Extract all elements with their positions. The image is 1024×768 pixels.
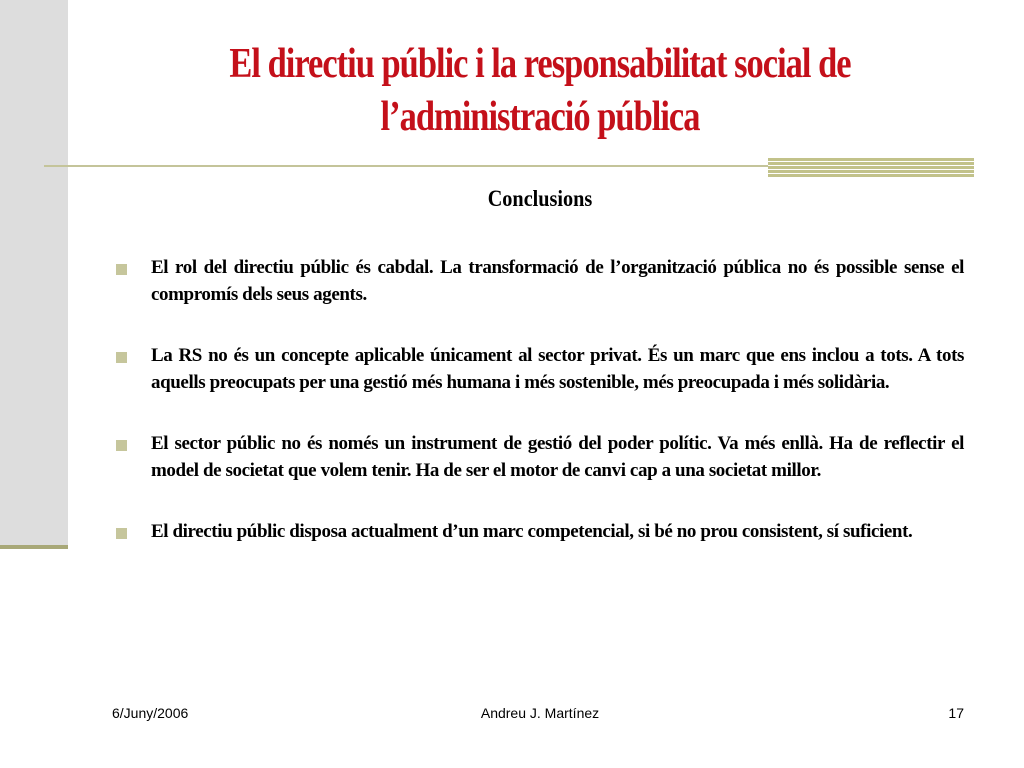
bullet-item [114,518,964,545]
left-decorative-band [0,0,68,545]
bullet-item [114,430,964,484]
bullet-text: El rol del directiu públic és cabdal. La transformació de l’organització pública no és possible sense el compromís dels seus agents. [151,257,964,305]
bullet-item [114,342,964,396]
square-bullet-icon [116,440,127,451]
bullet-item [114,254,964,308]
bullet-text: El directiu públic disposa actualment d’un marc competencial, si bé no prou consistent, sí suficient. [151,521,913,542]
slide-title: El directiu públic i la responsabilitat social de l’administració pública [229,41,851,140]
bullet-list [114,254,964,579]
left-band-underline [0,545,68,549]
bullet-text: El sector públic no és només un instrument de gestió del poder polític. Va més enllà. Ha de reflectir el model de societat que volem tenir. Ha de ser el motor de canvi cap a una societat millor. [151,433,964,481]
square-bullet-icon [116,352,127,363]
bullet-text: La RS no és un concepte aplicable únicament al sector privat. És un marc que ens inclou a tots. A tots aquells preocupats per una gestió més humana i més sostenible, més preocupada i més solidària. [151,345,964,393]
square-bullet-icon [116,264,127,275]
slide-subtitle: Conclusions [487,186,593,211]
footer-page-number: 17 [948,705,964,721]
footer-author: Andreu J. Martínez [480,705,600,721]
title-divider-bar [768,158,974,178]
square-bullet-icon [116,528,127,539]
footer-date: 6/Juny/2006 [112,705,189,721]
